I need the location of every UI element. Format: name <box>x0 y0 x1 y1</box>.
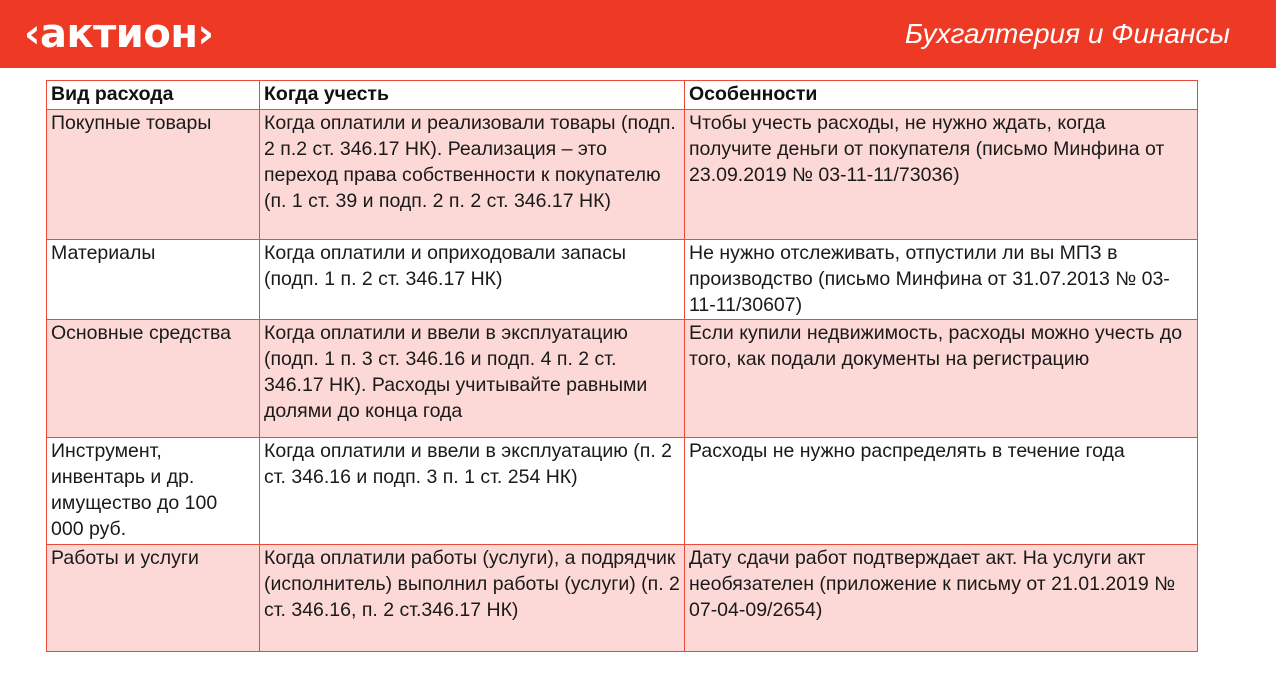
table-cell: Когда оплатили работы (услуги), а подрядчик (исполнитель) выполнил работы (услуги) (п. 2 ст. 346.16, п. 2 ст.346.17 НК) <box>260 545 685 652</box>
table-cell: Чтобы учесть расходы, не нужно ждать, когда получите деньги от покупателя (письмо Минфина от 23.09.2019 № 03-11-11/73036) <box>685 110 1198 240</box>
table-cell: Инструмент, инвентарь и др. имущество до 100 000 руб. <box>47 438 260 545</box>
table-cell: Не нужно отслеживать, отпустили ли вы МПЗ в производство (письмо Минфина от 31.07.2013 № 03-11-11/30607) <box>685 240 1198 320</box>
column-header: Вид расхода <box>47 81 260 110</box>
table-cell: Дату сдачи работ подтверждает акт. На услуги акт необязателен (приложение к письму от 21.01.2019 № 07-04-09/2654) <box>685 545 1198 652</box>
header-tagline: Бухгалтерия и Финансы <box>904 18 1230 49</box>
table-row <box>47 438 1198 545</box>
table-cell: Если купили недвижимость, расходы можно учесть до того, как подали документы на регистрацию <box>685 320 1198 438</box>
table-cell: Основные средства <box>47 320 260 438</box>
table-row <box>47 240 1198 320</box>
table-header-row <box>47 81 1198 110</box>
table-cell: Работы и услуги <box>47 545 260 652</box>
table-row <box>47 545 1198 652</box>
table-cell: Материалы <box>47 240 260 320</box>
column-header: Когда учесть <box>260 81 685 110</box>
table-row <box>47 110 1198 240</box>
table-row <box>47 320 1198 438</box>
table-cell: Покупные товары <box>47 110 260 240</box>
table-cell: Когда оплатили и ввели в эксплуатацию (п. 2 ст. 346.16 и подп. 3 п. 1 ст. 254 НК) <box>260 438 685 545</box>
table-cell: Расходы не нужно распределять в течение года <box>685 438 1198 545</box>
table-cell: Когда оплатили и оприходовали запасы (подп. 1 п. 2 ст. 346.17 НК) <box>260 240 685 320</box>
table-cell: Когда оплатили и ввели в эксплуатацию (подп. 1 п. 3 ст. 346.16 и подп. 4 п. 2 ст. 346.17 НК). Расходы учитывайте равными долями до конца года <box>260 320 685 438</box>
table-cell: Когда оплатили и реализовали товары (подп. 2 п.2 ст. 346.17 НК). Реализация – это переход права собственности к покупателю (п. 1 ст. 39 и подп. 2 п. 2 ст. 346.17 НК) <box>260 110 685 240</box>
column-header: Особенности <box>685 81 1198 110</box>
brand-logo[interactable]: ‹актион› <box>24 11 214 57</box>
header-bar <box>0 0 1276 68</box>
expense-table <box>46 80 1198 652</box>
